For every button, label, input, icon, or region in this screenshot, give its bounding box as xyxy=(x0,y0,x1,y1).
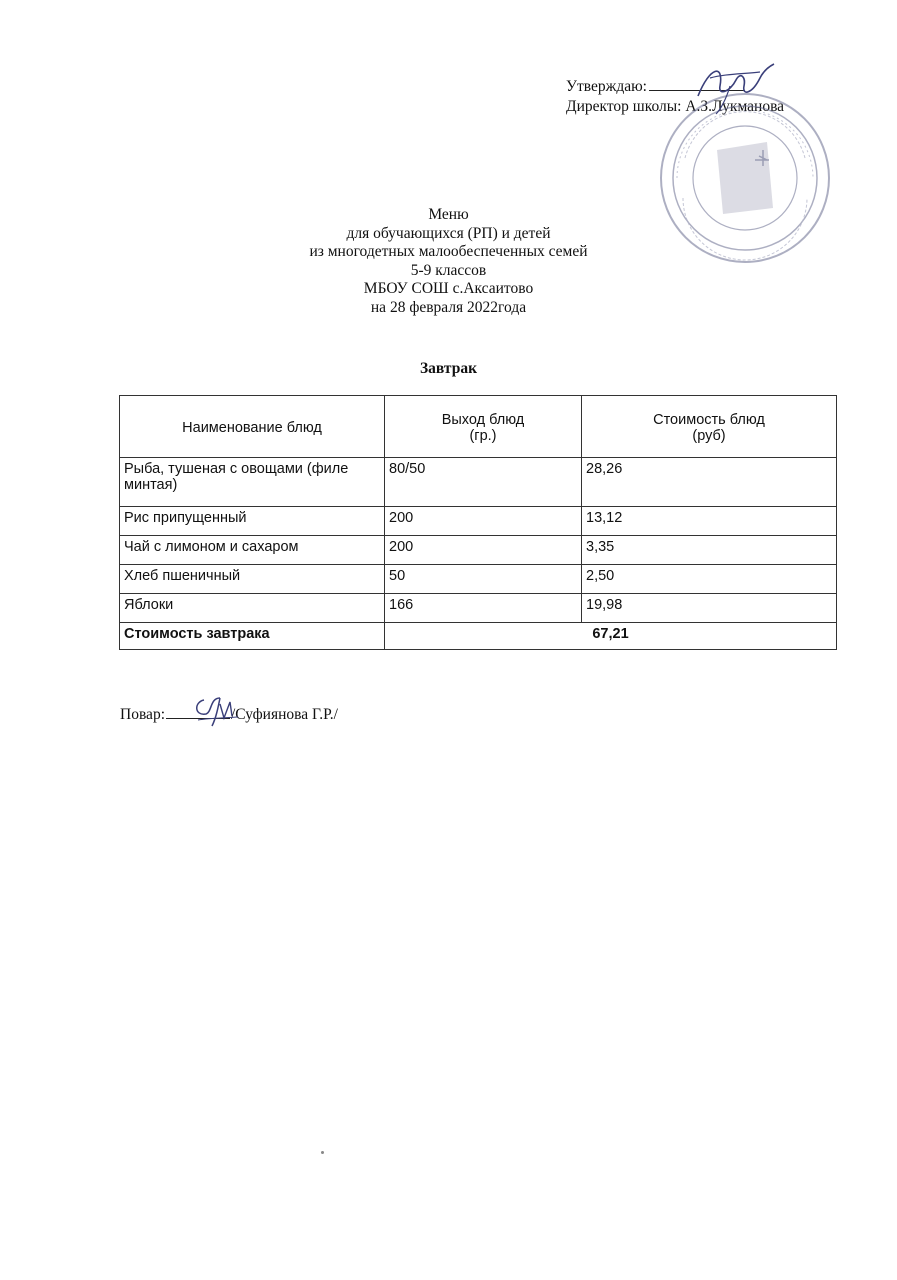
dish-price: 3,35 xyxy=(582,536,837,565)
total-row xyxy=(120,623,837,650)
dish-price: 28,26 xyxy=(582,458,837,507)
dish-price: 19,98 xyxy=(582,594,837,623)
cook-signature xyxy=(190,690,242,730)
dish-name: Чай с лимоном и сахаром xyxy=(120,536,385,565)
dish-name: Хлеб пшеничный xyxy=(120,565,385,594)
title-line-4: 5-9 классов xyxy=(410,261,487,279)
director-signature xyxy=(690,56,780,116)
dish-name: Рис припущенный xyxy=(120,507,385,536)
table-row xyxy=(120,536,837,565)
title-line-6: на 28 февраля 2022года xyxy=(370,298,527,316)
menu-table xyxy=(119,395,837,650)
approve-label: Утверждаю: xyxy=(566,78,647,95)
meal-title: Завтрак xyxy=(419,360,478,377)
total-value: 67,21 xyxy=(385,623,837,650)
dish-weight: 50 xyxy=(385,565,582,594)
total-label: Стоимость завтрака xyxy=(120,623,385,650)
director-line: Директор школы: А.З.Лукманова xyxy=(566,98,785,115)
dish-name: Яблоки xyxy=(120,594,385,623)
table-row xyxy=(120,507,837,536)
title-line-2: для обучающихся (РП) и детей xyxy=(346,224,551,242)
column-header-weight: Выход блюд (гр.) xyxy=(385,396,582,458)
table-row xyxy=(120,565,837,594)
dish-weight: 166 xyxy=(385,594,582,623)
dish-weight: 80/50 xyxy=(385,458,582,507)
title-line-3: из многодетных малообеспеченных семей xyxy=(309,243,588,260)
title-line-1: Меню xyxy=(428,206,469,223)
column-header-price: Стоимость блюд (руб) xyxy=(582,396,837,458)
table-row xyxy=(120,458,837,507)
scan-speck xyxy=(321,1151,324,1154)
dish-price: 2,50 xyxy=(582,565,837,594)
dish-weight: 200 xyxy=(385,536,582,565)
dish-price: 13,12 xyxy=(582,507,837,536)
column-header-name: Наименование блюд xyxy=(120,396,385,458)
document-title xyxy=(0,206,897,317)
cook-name: /Суфиянова Г.Р./ xyxy=(231,706,338,723)
dish-weight: 200 xyxy=(385,507,582,536)
table-row xyxy=(120,594,837,623)
title-line-5: МБОУ СОШ с.Аксаитово xyxy=(363,280,534,297)
dish-name: Рыба, тушеная с овощами (филе минтая) xyxy=(120,458,385,507)
cook-label: Повар: xyxy=(120,706,165,723)
table-header-row xyxy=(120,396,837,458)
